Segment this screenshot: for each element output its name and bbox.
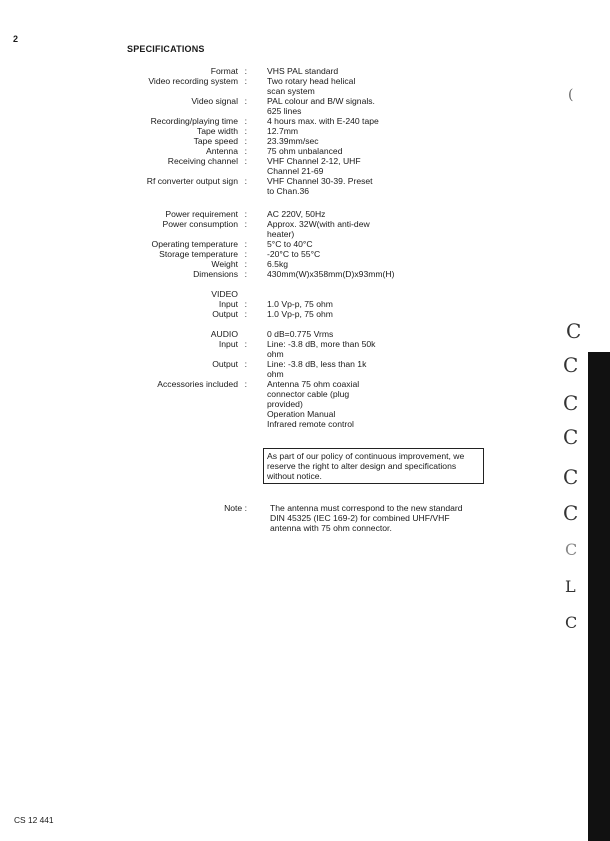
- spec-label: Antenna :: [205, 146, 247, 156]
- spec-label: Output :: [212, 309, 247, 319]
- spec-value: Antenna 75 ohm coaxial connector cable (plug provided) Operation Manual Infrared remote control: [267, 379, 360, 429]
- page-title: SPECIFICATIONS: [127, 44, 205, 54]
- spec-value: Line: -3.8 dB, less than 1k ohm: [267, 359, 367, 379]
- spec-value: [267, 289, 487, 299]
- binder-ring-mark: (: [568, 87, 574, 103]
- note-label: Note :: [224, 503, 247, 513]
- spec-group: [0, 329, 610, 429]
- binder-ring-mark: C: [563, 465, 579, 489]
- spec-label: Video signal :: [191, 96, 247, 106]
- spec-value: 4 hours max. with E-240 tape: [267, 116, 379, 126]
- spec-value: Line: -3.8 dB, more than 50k ohm: [267, 339, 376, 359]
- spec-value: 430mm(W)x358mm(D)x93mm(H): [267, 269, 395, 279]
- spec-row: [0, 66, 610, 76]
- spec-value: PAL colour and B/W signals. 625 lines: [267, 96, 375, 116]
- spec-group: [0, 209, 610, 279]
- spec-label: Storage temperature :: [159, 249, 247, 259]
- spec-label: Rf converter output sign :: [146, 176, 247, 186]
- spec-row: [0, 329, 610, 339]
- spec-row: [0, 309, 610, 319]
- spec-label: Weight :: [211, 259, 247, 269]
- spec-label: Video recording system :: [148, 76, 247, 86]
- spec-value: AC 220V, 50Hz: [267, 209, 326, 219]
- binder-ring-mark: C: [563, 391, 579, 415]
- spec-row: [0, 176, 610, 196]
- spec-value: VHF Channel 2-12, UHF Channel 21-69: [267, 156, 361, 176]
- spec-label: Input :: [218, 339, 247, 349]
- spec-row: [0, 126, 610, 136]
- spec-row: [0, 299, 610, 309]
- spec-value: 23.39mm/sec: [267, 136, 319, 146]
- page-number: 2: [13, 34, 19, 44]
- binder-ring-mark: C: [563, 501, 579, 525]
- spec-row: [0, 249, 610, 259]
- spec-label: Power consumption :: [162, 219, 247, 229]
- spec-label: VIDEO: [211, 289, 238, 299]
- spec-value: 12.7mm: [267, 126, 299, 136]
- spec-row: [0, 76, 610, 96]
- spec-value: Two rotary head helical scan system: [267, 76, 356, 96]
- binder-ring-mark: C: [566, 319, 582, 343]
- spec-label: Receiving channel :: [167, 156, 247, 166]
- spec-value: -20°C to 55°C: [267, 249, 321, 259]
- spec-group: [0, 66, 610, 196]
- binder-ring-mark: C: [563, 353, 579, 377]
- binder-ring-mark: C: [565, 613, 578, 632]
- spec-label: Dimensions :: [193, 269, 247, 279]
- spec-label: Recording/playing time :: [150, 116, 247, 126]
- binder-ring-mark: C: [563, 425, 579, 449]
- spec-row: [0, 289, 610, 299]
- spec-row: [0, 156, 610, 176]
- spec-row: [0, 219, 610, 239]
- spec-label: AUDIO: [210, 329, 238, 339]
- spec-value: 5°C to 40°C: [267, 239, 313, 249]
- spec-value: VHS PAL standard: [267, 66, 339, 76]
- spec-value: 1.0 Vp-p, 75 ohm: [267, 309, 333, 319]
- spec-value: 6.5kg: [267, 259, 289, 269]
- spec-row: [0, 353, 610, 379]
- spec-value: 0 dB=0.775 Vrms: [267, 329, 334, 339]
- spec-label: Tape width :: [196, 126, 247, 136]
- binder-ring-mark: C: [565, 540, 578, 559]
- spec-label: Accessories included :: [157, 379, 247, 389]
- spec-label: Output :: [212, 359, 247, 369]
- spec-value: 1.0 Vp-p, 75 ohm: [267, 299, 333, 309]
- spec-row: [0, 96, 610, 116]
- spec-row: [0, 259, 610, 269]
- spec-label: Tape speed :: [193, 136, 247, 146]
- notice-box: As part of our policy of continuous improvement, we reserve the right to alter design and specifications without notice.: [263, 448, 484, 484]
- spec-value: Approx. 32W(with anti-dew heater): [267, 219, 370, 239]
- spec-label: Operating temperature :: [151, 239, 247, 249]
- spec-value: 75 ohm unbalanced: [267, 146, 343, 156]
- spec-label: Input :: [218, 299, 247, 309]
- spec-group: [0, 289, 610, 319]
- spec-row: [0, 136, 610, 146]
- spec-row: [0, 239, 610, 249]
- spec-label: Power requirement :: [165, 209, 247, 219]
- spec-label: Format :: [210, 66, 247, 76]
- spec-row: [0, 339, 610, 359]
- spec-row: [0, 269, 610, 279]
- binder-ring-mark: L: [565, 577, 576, 596]
- spec-row: [0, 379, 610, 429]
- spec-row: [0, 146, 610, 156]
- spec-row: [0, 116, 610, 126]
- spec-row: [0, 209, 610, 219]
- document-code: CS 12 441: [14, 815, 54, 825]
- binder-edge-bar: [588, 352, 610, 841]
- spec-value: VHF Channel 30-39. Preset to Chan.36: [267, 176, 373, 196]
- note-text: The antenna must correspond to the new standard DIN 45325 (IEC 169-2) for combined UHF/VHF antenna with 75 ohm connector.: [270, 503, 463, 533]
